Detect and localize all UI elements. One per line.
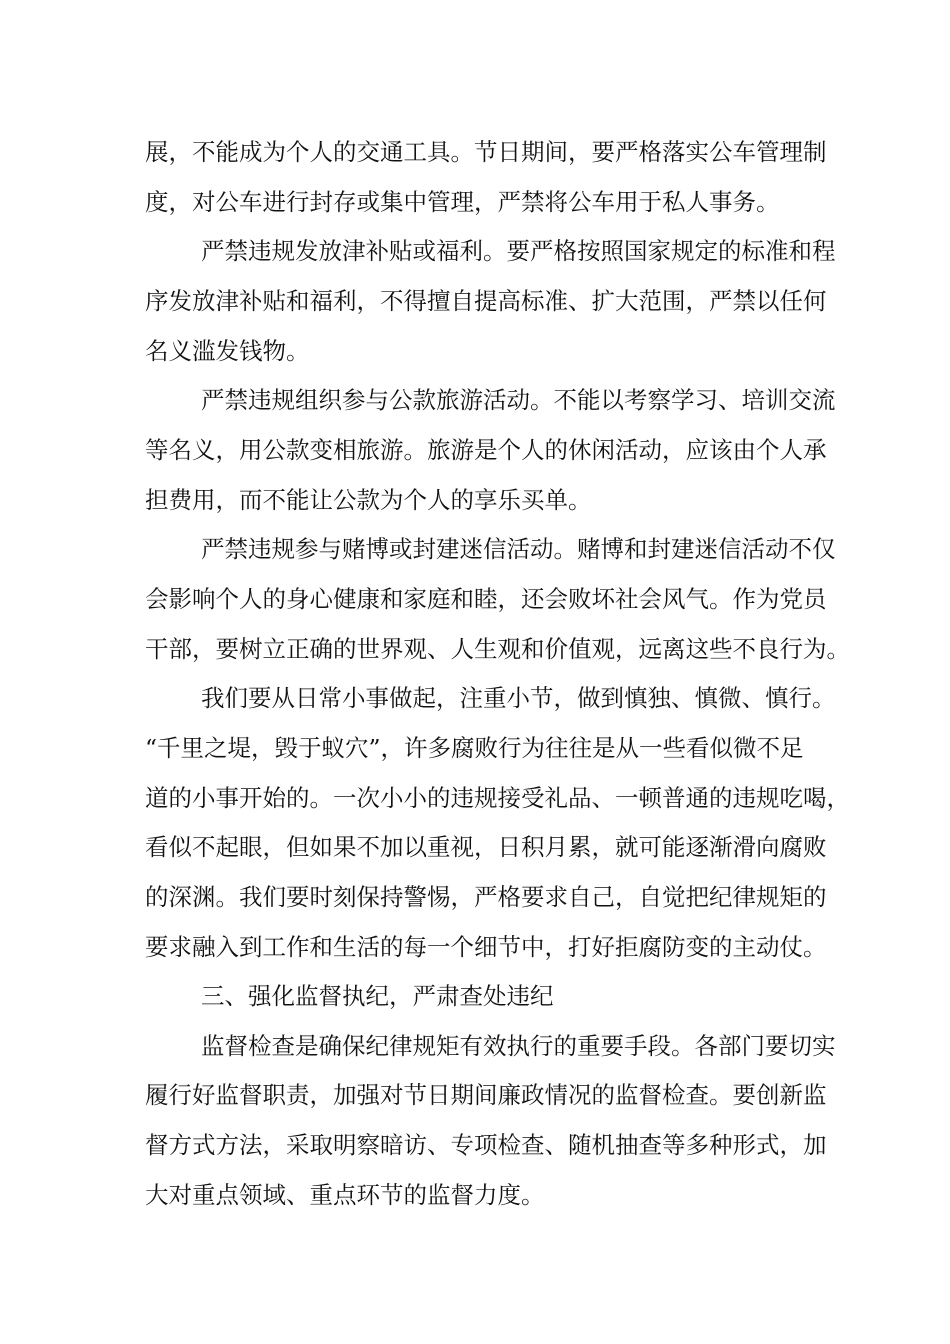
text-line: 严禁违规参与赌博或封建迷信活动。赌博和封建迷信活动不仅 [201,535,836,564]
paragraph [145,1022,845,1221]
paragraph [145,525,850,674]
text-line: 道的小事开始的。一次小小的违规接受礼品、一顿普通的违规吃喝， [145,783,850,812]
paragraph [145,674,850,972]
text-line: 要求融入到工作和生活的每一个细节中，打好拒腐防变的主动仗。 [145,932,827,961]
text-line: 度，对公车进行封存或集中管理，严禁将公车用于私人事务。 [145,187,780,216]
text-line: 严禁违规发放津补贴或福利。要严格按照国家规定的标准和程 [201,237,836,266]
text-line: 名义滥发钱物。 [145,336,310,365]
text-line: 展，不能成为个人的交通工具。节日期间，要严格落实公车管理制 [145,138,827,166]
paragraph [145,227,845,376]
text-line: 的深渊。我们要时刻保持警惕，严格要求自己，自觉把纪律规矩的 [145,882,827,911]
section-heading [145,972,845,1022]
text-line: 大对重点领域、重点环节的监督力度。 [145,1180,545,1209]
text-line: 我们要从日常小事做起，注重小节，做到慎独、慎微、慎行。 [201,684,836,713]
text-line: 严禁违规组织参与公款旅游活动。不能以考察学习、培训交流 [201,386,836,415]
text-line: 序发放津补贴和福利，不得擅自提高标准、扩大范围，严禁以任何 [145,286,827,315]
paragraph [145,128,845,227]
text-line: 履行好监督职责，加强对节日期间廉政情况的监督检查。要创新监 [145,1081,827,1110]
text-line: 会影响个人的身心健康和家庭和睦，还会败坏社会风气。作为党员 [145,584,827,613]
text-line: 督方式方法，采取明察暗访、专项检查、随机抽查等多种形式，加 [145,1131,827,1160]
text-line: 干部，要树立正确的世界观、人生观和价值观，远离这些不良行为。 [145,634,850,663]
text-line: 三、强化监督执纪，严肃查处违纪 [201,982,554,1011]
text-line: “千里之堤，毁于蚁穴”，许多腐败行为往往是从一些看似微不足 [145,733,804,762]
text-line: 监督检查是确保纪律规矩有效执行的重要手段。各部门要切实 [201,1031,836,1060]
document-page [145,128,850,1220]
text-line: 等名义，用公款变相旅游。旅游是个人的休闲活动，应该由个人承 [145,435,827,464]
text-line: 担费用，而不能让公款为个人的享乐买单。 [145,485,592,514]
paragraph [145,376,845,525]
text-line: 看似不起眼，但如果不加以重视，日积月累，就可能逐渐滑向腐败 [145,833,827,862]
